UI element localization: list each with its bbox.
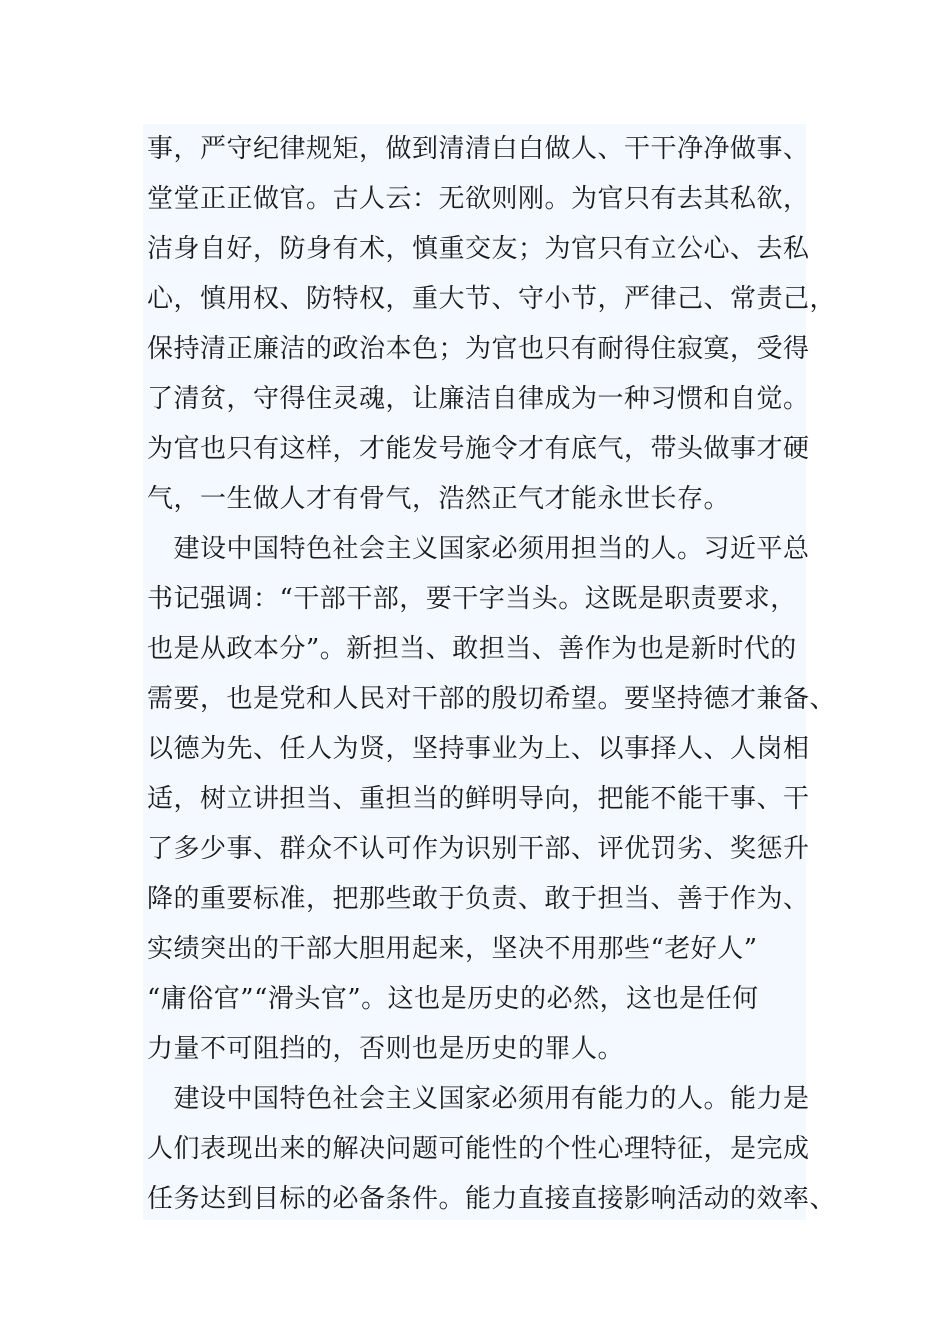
text-line: 适，树立讲担当、重担当的鲜明导向，把能不能干事、干 bbox=[147, 784, 810, 814]
text-line: 以德为先、任人为贤，坚持事业为上、以事择人、人岗相 bbox=[147, 734, 810, 764]
text-line: 洁身自好，防身有术，慎重交友；为官只有立公心、去私 bbox=[147, 234, 810, 264]
text-line: 需要，也是党和人民对干部的殷切希望。要坚持德才兼备、 bbox=[147, 684, 837, 714]
text-line: 人们表现出来的解决问题可能性的个性心理特征，是完成 bbox=[147, 1134, 810, 1164]
text-line: 任务达到目标的必备条件。能力直接直接影响活动的效率、 bbox=[147, 1184, 837, 1214]
text-line: 了清贫，守得住灵魂，让廉洁自律成为一种习惯和自觉。 bbox=[147, 384, 810, 414]
text-line: 堂堂正正做官。古人云：无欲则刚。为官只有去其私欲， bbox=[147, 184, 810, 214]
text-line: 降的重要标准，把那些敢于负责、敢于担当、善于作为、 bbox=[147, 884, 810, 914]
text-line: 为官也只有这样，才能发号施令才有底气，带头做事才硬 bbox=[147, 434, 810, 464]
text-line: 书记强调：“干部干部，要干字当头。这既是职责要求， bbox=[147, 584, 797, 614]
paragraph-start-line: 建设中国特色社会主义国家必须用担当的人。习近平总 bbox=[147, 534, 810, 564]
document-text-block bbox=[143, 124, 837, 1220]
text-line: 实绩突出的干部大胆用起来，坚决不用那些“老好人” bbox=[147, 934, 758, 964]
text-line: 事，严守纪律规矩，做到清清白白做人、干干净净做事、 bbox=[147, 134, 810, 164]
text-line: 心，慎用权、防特权，重大节、守小节，严律己、常责己， bbox=[147, 284, 837, 314]
text-line: 了多少事、群众不认可作为识别干部、评优罚劣、奖惩升 bbox=[147, 834, 810, 864]
text-line: 也是从政本分”。新担当、敢担当、善作为也是新时代的 bbox=[147, 634, 797, 664]
text-line: “庸俗官”“滑头官”。这也是历史的必然，这也是任何 bbox=[147, 984, 759, 1014]
text-line: 力量不可阻挡的，否则也是历史的罪人。 bbox=[147, 1034, 625, 1064]
text-line: 气，一生做人才有骨气，浩然正气才能永世长存。 bbox=[147, 484, 731, 514]
text-line: 保持清正廉洁的政治本色；为官也只有耐得住寂寞，受得 bbox=[147, 334, 810, 364]
paragraph-start-line: 建设中国特色社会主义国家必须用有能力的人。能力是 bbox=[147, 1084, 810, 1114]
